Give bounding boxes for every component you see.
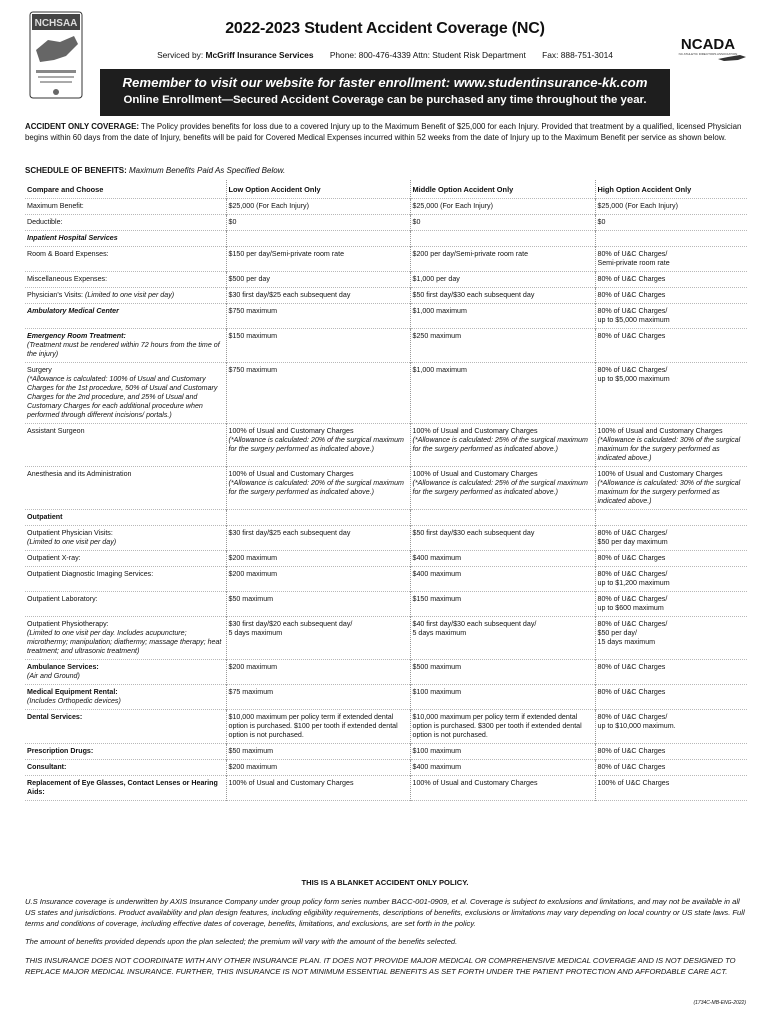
cell-high-option (595, 304, 747, 329)
cell-line: 80% of U&C Charges (597, 747, 666, 755)
cell-mid-option (410, 467, 595, 510)
row-label-cell (25, 710, 226, 744)
cell-low-option (226, 424, 410, 467)
cell-line: $400 maximum (412, 554, 461, 562)
cell-line: 80% of U&C Charges/ (597, 366, 668, 374)
cell-line: $30 first day/$20 each subsequent day/ (228, 620, 353, 628)
cell-low-option (226, 526, 410, 551)
row-label-cell (25, 760, 226, 776)
cell-line: 5 days maximum (228, 629, 283, 637)
cell-mid-option (410, 199, 595, 215)
cell-line: $150 maximum (412, 595, 461, 603)
schedule-label: SCHEDULE OF BENEFITS: (25, 166, 127, 175)
enrollment-banner (100, 69, 670, 116)
row-label: Deductible: (27, 218, 63, 226)
coverage-intro (25, 121, 747, 143)
row-label-cell (25, 288, 226, 304)
header-compare: Compare and Choose (27, 185, 104, 194)
cell-line: up to $1,200 maximum (597, 579, 670, 587)
cell-line: $50 maximum (228, 747, 274, 755)
cell-line: $150 maximum (228, 332, 277, 340)
table-row (25, 592, 747, 617)
footer-underwriting: U.S Insurance coverage is underwritten by AXIS Insurance Company under group policy form series number BACC-001-0909, et al. Coverage is subject to exclusions and limitations, and may not be available in all US states and jurisdictions. Product availability and plan design features, including eligibility requirements, descriptions of benefits, exclusions or limitations may vary depending on local country or US state laws. Full terms and conditions of coverage, including effective dates of coverage, benefits, limitations, and exclusions, are set forth in the policy. (25, 897, 745, 928)
row-label: Outpatient Laboratory: (27, 595, 98, 603)
cell-high-option (595, 760, 747, 776)
row-label: Miscellaneous Expenses: (27, 275, 108, 283)
cell-line: $400 maximum (412, 570, 461, 578)
cell-line: 80% of U&C Charges/ (597, 529, 668, 537)
banner-line-enrollment: Online Enrollment—Secured Accident Coverage can be purchased any time throughout the year. (123, 94, 647, 106)
row-note: (Limited to one visit per day) (27, 538, 117, 546)
cell-line: $200 maximum (228, 663, 277, 671)
row-label: Room & Board Expenses: (27, 250, 109, 258)
cell-mid-option (410, 247, 595, 272)
blanket-policy-notice: THIS IS A BLANKET ACCIDENT ONLY POLICY. (301, 878, 469, 887)
cell-line: $25,000 (For Each Injury) (597, 202, 678, 210)
cell-line: up to $5,000 maximum (597, 316, 670, 324)
cell-low-option (226, 215, 410, 231)
footer-premium-note: The amount of benefits provided depends upon the plan selected; the premium will vary with the amount of the benefits selected. (25, 937, 458, 946)
cell-line: $100 maximum (412, 688, 461, 696)
cell-mid-option (410, 363, 595, 424)
cell-low-option (226, 199, 410, 215)
page-title: 2022-2023 Student Accident Coverage (NC) (225, 20, 545, 37)
cell-mid-option (410, 288, 595, 304)
cell-mid-option (410, 304, 595, 329)
cell-line: 5 days maximum (412, 629, 467, 637)
row-label: Anesthesia and its Administration (27, 470, 132, 478)
row-label-cell (25, 231, 226, 247)
cell-line: $50 per day/ (597, 629, 637, 637)
cell-line: 80% of U&C Charges/ (597, 713, 668, 721)
row-label-cell (25, 744, 226, 760)
cell-line: 80% of U&C Charges (597, 663, 666, 671)
cell-line: 80% of U&C Charges (597, 554, 666, 562)
cell-line: (*Allowance is calculated: 25% of the surgical maximum for the surgery performed as indicated above.) (412, 479, 588, 496)
row-note: (Treatment must be rendered within 72 hours from the time of the injury) (27, 341, 220, 358)
cell-high-option (595, 685, 747, 710)
row-label-cell (25, 551, 226, 567)
cell-line: 80% of U&C Charges (597, 688, 666, 696)
table-row (25, 776, 747, 801)
cell-line: $250 maximum (412, 332, 461, 340)
cell-high-option (595, 592, 747, 617)
cell-mid-option (410, 272, 595, 288)
cell-high-option (595, 744, 747, 760)
table-row (25, 199, 747, 215)
cell-line: 80% of U&C Charges/ (597, 250, 668, 258)
ncada-logo-text: NCADA (680, 36, 736, 53)
cell-line: $30 first day/$25 each subsequent day (228, 529, 351, 537)
cell-line: $100 maximum (412, 747, 461, 755)
row-label-cell (25, 510, 226, 526)
serviced-name: McGriff Insurance Services (205, 50, 314, 60)
row-label-cell (25, 272, 226, 288)
cell-high-option (595, 526, 747, 551)
row-label: Emergency Room Treatment: (27, 332, 126, 340)
phone-info: Phone: 800-476-4339 Attn: Student Risk Department (329, 50, 526, 60)
cell-high-option (595, 247, 747, 272)
cell-line: (*Allowance is calculated: 20% of the surgical maximum for the surgery performed as indicated above.) (228, 436, 404, 453)
cell-mid-option (410, 567, 595, 592)
cell-line: $1,000 maximum (412, 366, 467, 374)
cell-line: $10,000 maximum per policy term if extended dental option is purchased. $300 per tooth if extended dental option is not purchased. (412, 713, 582, 739)
row-label: Consultant: (27, 763, 67, 771)
cell-low-option (226, 592, 410, 617)
cell-line: (*Allowance is calculated: 20% of the surgical maximum for the surgery performed as indicated above.) (228, 479, 404, 496)
table-row (25, 304, 747, 329)
row-label-cell (25, 304, 226, 329)
cell-line: $25,000 (For Each Injury) (228, 202, 309, 210)
serviced-label: Serviced by: (157, 50, 204, 60)
table-row (25, 329, 747, 363)
cell-line: $200 per day/Semi-private room rate (412, 250, 529, 258)
cell-line: 80% of U&C Charges/ (597, 570, 668, 578)
cell-line: $200 maximum (228, 570, 277, 578)
row-label-cell (25, 467, 226, 510)
table-row (25, 617, 747, 660)
cell-mid-option (410, 215, 595, 231)
schedule-note: Maximum Benefits Paid As Specified Below. (126, 166, 286, 175)
ncada-logo (668, 33, 748, 63)
cell-line: $1,000 maximum (412, 307, 467, 315)
row-label-cell (25, 363, 226, 424)
cell-high-option (595, 199, 747, 215)
row-label: Physician's Visits: (27, 291, 84, 299)
cell-high-option (595, 660, 747, 685)
cell-mid-option (410, 424, 595, 467)
banner-line-website: Remember to visit our website for faster enrollment: www.studentinsurance-kk.com (122, 75, 648, 90)
cell-line: $0 (412, 218, 421, 226)
cell-line: Semi-private room rate (597, 259, 670, 267)
cell-high-option (595, 510, 747, 526)
table-row (25, 567, 747, 592)
form-number: (1734C-MB-ENG-2022) (693, 1000, 746, 1006)
cell-mid-option (410, 776, 595, 801)
cell-line: 100% of Usual and Customary Charges (597, 427, 723, 435)
cell-line: (*Allowance is calculated: 30% of the surgical maximum for the surgery performed as indicated above.) (597, 436, 741, 462)
cell-high-option (595, 288, 747, 304)
table-row (25, 526, 747, 551)
cell-line: up to $5,000 maximum (597, 375, 670, 383)
cell-high-option (595, 424, 747, 467)
cell-line: $50 first day/$30 each subsequent day (412, 529, 535, 537)
cell-high-option (595, 329, 747, 363)
cell-line: $75 maximum (228, 688, 274, 696)
row-label: Prescription Drugs: (27, 747, 94, 755)
cell-high-option (595, 215, 747, 231)
cell-line: 100% of Usual and Customary Charges (228, 779, 354, 787)
cell-line: 15 days maximum (597, 638, 656, 646)
cell-high-option (595, 467, 747, 510)
table-row (25, 710, 747, 744)
cell-line: 80% of U&C Charges/ (597, 595, 668, 603)
fax-info: Fax: 888-751-3014 (542, 50, 613, 60)
service-contact-line (0, 50, 770, 60)
row-label-cell (25, 199, 226, 215)
row-label-cell (25, 247, 226, 272)
cell-line: $0 (597, 218, 606, 226)
cell-line: $50 per day maximum (597, 538, 668, 546)
row-label: Ambulance Services: (27, 663, 99, 671)
cell-low-option (226, 272, 410, 288)
cell-mid-option (410, 231, 595, 247)
row-label: Replacement of Eye Glasses, Contact Lenses or Hearing Aids: (27, 779, 218, 796)
cell-line: $200 maximum (228, 554, 277, 562)
cell-line: $750 maximum (228, 366, 277, 374)
cell-mid-option (410, 551, 595, 567)
cell-high-option (595, 710, 747, 744)
cell-line: $150 per day/Semi-private room rate (228, 250, 345, 258)
row-note: (Includes Orthopedic devices) (27, 697, 121, 705)
cell-low-option (226, 660, 410, 685)
cell-line: 80% of U&C Charges (597, 275, 666, 283)
footer-disclaimer: THIS INSURANCE DOES NOT COORDINATE WITH ANY OTHER INSURANCE PLAN. IT DOES NOT PROVIDE MAJOR MEDICAL OR COMPREHENSIVE MEDICAL COVERAGE AND IS NOT DESIGNED TO REPLACE MAJOR MEDICAL INSURANCE. FURTHER, THIS INSURANCE IS NOT MINIMUM ESSENTIAL BENEFITS AS SET FORTH UNDER THE PATIENT PROTECTION AND AFFORDABLE CARE ACT. (25, 956, 736, 976)
row-label-cell (25, 567, 226, 592)
row-note: (Limited to one visit per day) (83, 291, 175, 299)
cell-mid-option (410, 744, 595, 760)
header-high-option: High Option Accident Only (595, 180, 747, 199)
ncada-logo-subtext: NC ATHLETIC DIRECTORS ASSOCIATION (678, 52, 738, 56)
cell-line: 80% of U&C Charges (597, 763, 666, 771)
cell-line: 100% of U&C Charges (597, 779, 670, 787)
cell-line: up to $10,000 maximum. (597, 722, 676, 730)
cell-line: $400 maximum (412, 763, 461, 771)
cell-line: $500 per day (228, 275, 270, 283)
cell-line: $50 first day/$30 each subsequent day (412, 291, 535, 299)
coverage-text: The Policy provides benefits for loss due to a covered Injury up to the Maximum Benefit of $25,000 for each Injury. Provided that treatment by a qualified, licensed Physician begins within 60 days from the date of Injury, benefits will be paid for Covered Medical Expenses incurred within 52 weeks from the date of Injury up to the Maximum Benefit per service as shown below. (25, 122, 742, 142)
cell-high-option (595, 776, 747, 801)
table-row (25, 424, 747, 467)
row-label: Dental Services: (27, 713, 83, 721)
table-row (25, 685, 747, 710)
row-label: Surgery (27, 366, 52, 374)
row-note: (Air and Ground) (27, 672, 80, 680)
cell-line: $0 (228, 218, 237, 226)
row-label-cell (25, 592, 226, 617)
table-row (25, 744, 747, 760)
cell-line: 80% of U&C Charges/ (597, 307, 668, 315)
cell-high-option (595, 272, 747, 288)
row-label-cell (25, 424, 226, 467)
cell-high-option (595, 363, 747, 424)
cell-low-option (226, 247, 410, 272)
row-label: Inpatient Hospital Services (27, 234, 118, 242)
cell-mid-option (410, 710, 595, 744)
cell-low-option (226, 551, 410, 567)
row-label-cell (25, 617, 226, 660)
table-header-row (25, 180, 747, 199)
table-row (25, 215, 747, 231)
cell-low-option (226, 685, 410, 710)
cell-line: 100% of Usual and Customary Charges (228, 470, 354, 478)
row-label-cell (25, 526, 226, 551)
cell-low-option (226, 567, 410, 592)
cell-low-option (226, 776, 410, 801)
row-note: (*Allowance is calculated: 100% of Usual and Customary Charges for the 1st procedure, 50% of Usual and Customary Charges for the 2nd procedure, and 25% of Usual and Customary Charges for each additional procedure when performed through different incisions/ portals.) (27, 375, 218, 419)
cell-low-option (226, 363, 410, 424)
table-row (25, 272, 747, 288)
cell-line: 80% of U&C Charges (597, 291, 666, 299)
row-label: Outpatient Physiotherapy: (27, 620, 109, 628)
cell-line: 100% of Usual and Customary Charges (412, 470, 538, 478)
cell-low-option (226, 329, 410, 363)
header-middle-option: Middle Option Accident Only (410, 180, 595, 199)
coverage-label: ACCIDENT ONLY COVERAGE: (25, 122, 139, 131)
cell-line: up to $600 maximum (597, 604, 664, 612)
cell-line: $30 first day/$25 each subsequent day (228, 291, 351, 299)
row-label: Maximum Benefit: (27, 202, 84, 210)
cell-line: (*Allowance is calculated: 30% of the surgical maximum for the surgery performed as indicated above.) (597, 479, 741, 505)
row-label-cell (25, 215, 226, 231)
cell-line: $25,000 (For Each Injury) (412, 202, 493, 210)
table-row (25, 247, 747, 272)
table-row (25, 288, 747, 304)
table-row (25, 660, 747, 685)
table-row (25, 760, 747, 776)
cell-mid-option (410, 510, 595, 526)
row-label: Outpatient Diagnostic Imaging Services: (27, 570, 154, 578)
cell-low-option (226, 510, 410, 526)
cell-low-option (226, 304, 410, 329)
cell-mid-option (410, 526, 595, 551)
cell-line: (*Allowance is calculated: 25% of the surgical maximum for the surgery performed as indicated above.) (412, 436, 588, 453)
cell-low-option (226, 744, 410, 760)
cell-line: $1,000 per day (412, 275, 460, 283)
cell-low-option (226, 231, 410, 247)
cell-line: $750 maximum (228, 307, 277, 315)
cell-mid-option (410, 592, 595, 617)
row-label: Outpatient X-ray: (27, 554, 81, 562)
cell-mid-option (410, 617, 595, 660)
cell-high-option (595, 567, 747, 592)
row-label: Outpatient (27, 513, 63, 521)
cell-low-option (226, 288, 410, 304)
row-label-cell (25, 776, 226, 801)
cell-high-option (595, 551, 747, 567)
table-row (25, 510, 747, 526)
benefits-table (25, 180, 747, 801)
cell-mid-option (410, 660, 595, 685)
cell-line: 100% of Usual and Customary Charges (228, 427, 354, 435)
row-label: Ambulatory Medical Center (27, 307, 119, 315)
header-low-option: Low Option Accident Only (226, 180, 410, 199)
cell-line: 100% of Usual and Customary Charges (412, 779, 538, 787)
cell-low-option (226, 467, 410, 510)
row-label: Outpatient Physician Visits: (27, 529, 113, 537)
table-row (25, 231, 747, 247)
cell-line: $50 maximum (228, 595, 274, 603)
row-label-cell (25, 329, 226, 363)
cell-line: $10,000 maximum per policy term if extended dental option is purchased. $100 per tooth if extended dental option is not purchased. (228, 713, 398, 739)
row-label-cell (25, 685, 226, 710)
table-row (25, 551, 747, 567)
cell-line: 80% of U&C Charges (597, 332, 666, 340)
cell-high-option (595, 231, 747, 247)
cell-line: $500 maximum (412, 663, 461, 671)
row-label: Medical Equipment Rental: (27, 688, 118, 696)
cell-line: 100% of Usual and Customary Charges (412, 427, 538, 435)
cell-low-option (226, 617, 410, 660)
cell-mid-option (410, 685, 595, 710)
row-note: (Limited to one visit per day. Includes acupuncture; microthermy; manipulation; diathermy; massage therapy; heat treatment; and ultrasonic treatment) (27, 629, 222, 655)
cell-low-option (226, 710, 410, 744)
table-row (25, 467, 747, 510)
cell-line: $40 first day/$30 each subsequent day/ (412, 620, 537, 628)
cell-line: $200 maximum (228, 763, 277, 771)
cell-low-option (226, 760, 410, 776)
cell-line: 80% of U&C Charges/ (597, 620, 668, 628)
cell-high-option (595, 617, 747, 660)
cell-mid-option (410, 329, 595, 363)
cell-mid-option (410, 760, 595, 776)
nchsaa-logo-text: NCHSAA (34, 18, 78, 29)
table-row (25, 363, 747, 424)
row-label-cell (25, 660, 226, 685)
cell-line: 100% of Usual and Customary Charges (597, 470, 723, 478)
row-label: Assistant Surgeon (27, 427, 85, 435)
schedule-heading (25, 166, 285, 175)
